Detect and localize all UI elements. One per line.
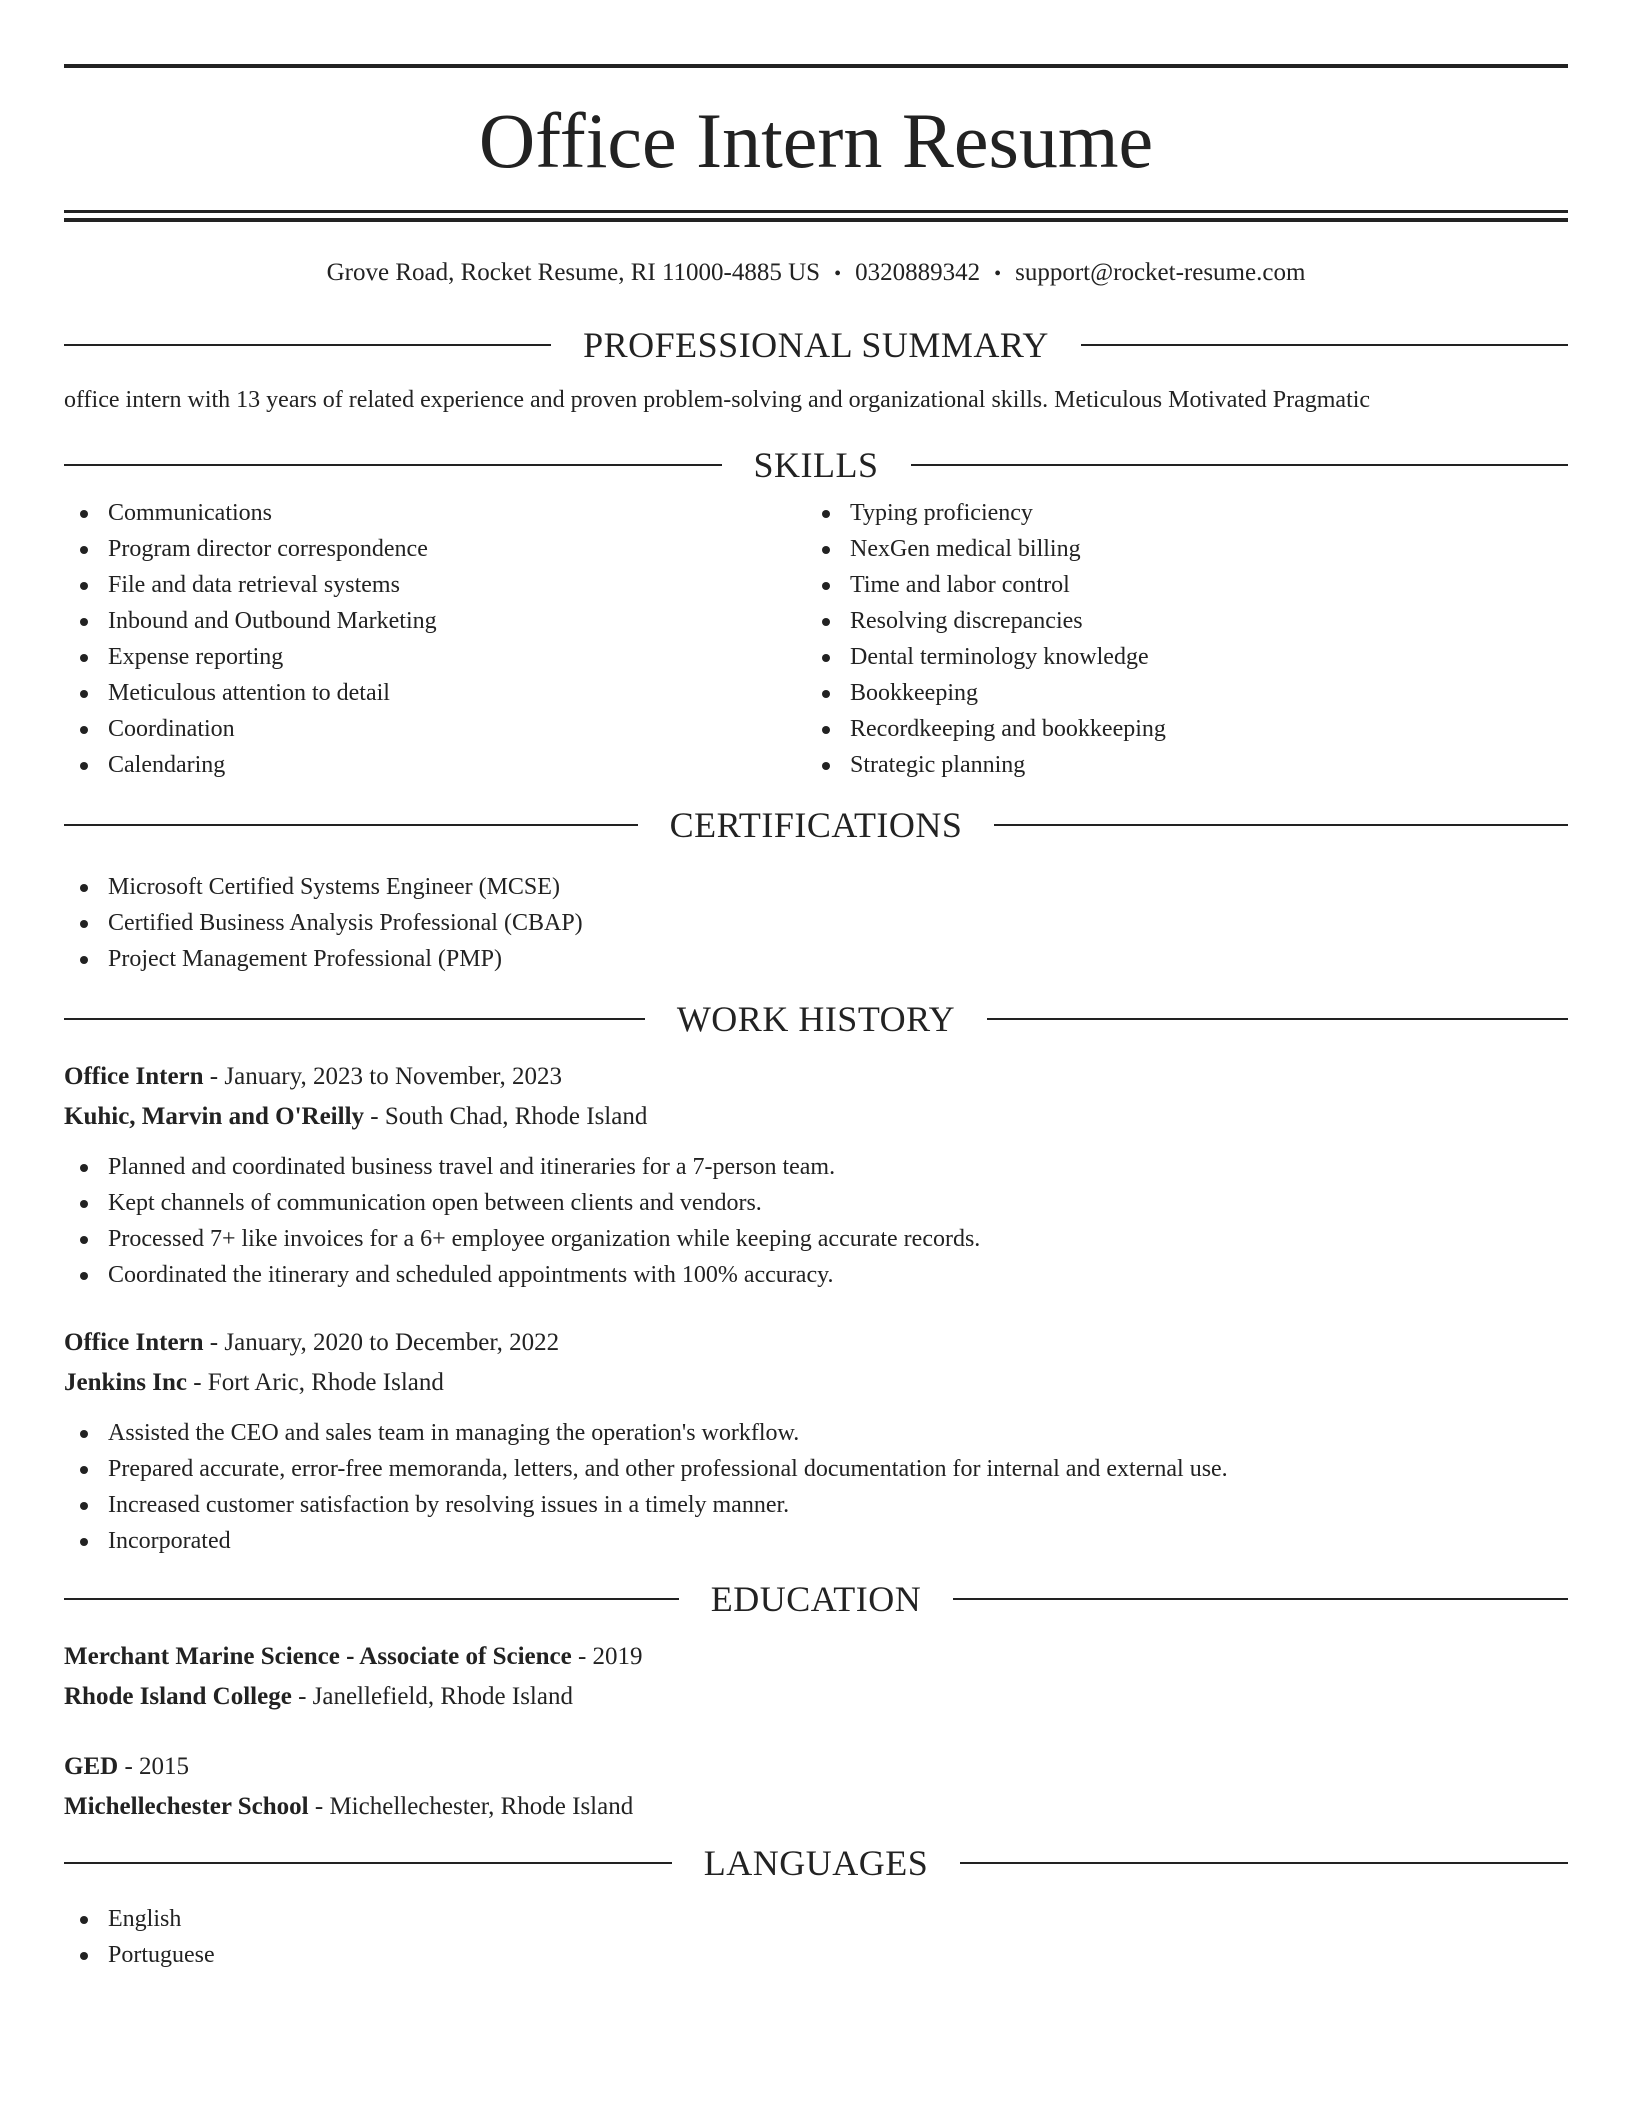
section-rule: [953, 1598, 1568, 1600]
section-rule: [64, 824, 638, 826]
skills-list-left: [64, 495, 806, 783]
contact-phone: 0320889342: [855, 259, 981, 286]
job-title: Office Intern: [64, 1329, 204, 1356]
section-rule: [64, 464, 722, 466]
section-header-certifications: [64, 803, 1568, 847]
certification-item: Project Management Professional (PMP): [64, 941, 1568, 977]
skill-item: Inbound and Outbound Marketing: [64, 603, 806, 639]
section-title-certifications: CERTIFICATIONS: [669, 805, 963, 845]
job-bullet: Coordinated the itinerary and scheduled appointments with 100% accuracy.: [64, 1257, 1568, 1293]
contact-separator: •: [994, 263, 1002, 285]
top-rule: [64, 64, 1568, 68]
job-entry: [64, 1323, 1568, 1559]
section-header-work: [64, 997, 1568, 1041]
skill-item: Coordination: [64, 711, 806, 747]
education-degree: Merchant Marine Science - Associate of Science: [64, 1643, 572, 1670]
languages-list: [64, 1901, 1568, 1973]
job-company-line: [64, 1363, 1568, 1403]
section-rule: [960, 1862, 1568, 1864]
education-location: - Michellechester, Rhode Island: [308, 1793, 634, 1820]
skill-item: Typing proficiency: [806, 495, 1548, 531]
job-company: Jenkins Inc: [64, 1369, 187, 1396]
job-entry: [64, 1057, 1568, 1293]
section-title-work: WORK HISTORY: [676, 999, 956, 1039]
skill-item: Meticulous attention to detail: [64, 675, 806, 711]
section-rule: [1081, 344, 1568, 346]
job-title: Office Intern: [64, 1063, 204, 1090]
job-company-line: [64, 1097, 1568, 1137]
skill-item: Bookkeeping: [806, 675, 1548, 711]
job-location: - Fort Aric, Rhode Island: [186, 1369, 444, 1396]
job-bullet: Planned and coordinated business travel and itineraries for a 7-person team.: [64, 1149, 1568, 1185]
section-rule: [64, 344, 551, 346]
certification-item: Microsoft Certified Systems Engineer (MCSE): [64, 869, 1568, 905]
language-item: Portuguese: [64, 1937, 1568, 1973]
job-location: - South Chad, Rhode Island: [364, 1103, 648, 1130]
section-header-languages: [64, 1841, 1568, 1885]
summary-text: office intern with 13 years of related experience and proven problem-solving and organizational skills. Meticulous Motivated Pragmatic: [64, 387, 1371, 413]
education-degree-line: [64, 1637, 1568, 1677]
job-bullet: Prepared accurate, error-free memoranda, letters, and other professional documentation for internal and external use.: [64, 1451, 1568, 1487]
job-bullet: Assisted the CEO and sales team in managing the operation's workflow.: [64, 1415, 1568, 1451]
section-rule: [64, 1862, 672, 1864]
contact-separator: •: [834, 263, 842, 285]
job-bullet: Processed 7+ like invoices for a 6+ employee organization while keeping accurate records.: [64, 1221, 1568, 1257]
section-header-summary: [64, 323, 1568, 367]
job-title-line: [64, 1323, 1568, 1363]
skills-grid: [64, 495, 1568, 783]
education-school: Rhode Island College: [64, 1683, 292, 1710]
contact-address: Grove Road, Rocket Resume, RI 11000-4885 US: [326, 259, 821, 286]
title-double-rule: [64, 210, 1568, 222]
skills-list-right: [806, 495, 1548, 783]
education-school: Michellechester School: [64, 1793, 309, 1820]
certification-item: Certified Business Analysis Professional (CBAP): [64, 905, 1568, 941]
education-location: - Janellefield, Rhode Island: [291, 1683, 573, 1710]
section-title-languages: LANGUAGES: [703, 1843, 929, 1883]
skill-item: File and data retrieval systems: [64, 567, 806, 603]
section-rule: [64, 1018, 645, 1020]
job-title-line: [64, 1057, 1568, 1097]
education-entry: [64, 1747, 1568, 1827]
job-bullet: Kept channels of communication open between clients and vendors.: [64, 1185, 1568, 1221]
page-title: Office Intern Resume: [478, 97, 1154, 184]
education-school-line: [64, 1787, 1568, 1827]
skill-item: Time and labor control: [806, 567, 1548, 603]
section-title-education: EDUCATION: [710, 1579, 922, 1619]
section-rule: [994, 824, 1568, 826]
skill-item: Communications: [64, 495, 806, 531]
education-entry: [64, 1637, 1568, 1717]
section-rule: [911, 464, 1569, 466]
contact-email: support@rocket-resume.com: [1015, 259, 1306, 286]
education-year: - 2019: [571, 1643, 643, 1670]
section-rule: [64, 1598, 679, 1600]
skill-item: Strategic planning: [806, 747, 1548, 783]
certifications-list: [64, 869, 1568, 977]
job-dates: - January, 2020 to December, 2022: [203, 1329, 560, 1356]
section-header-education: [64, 1577, 1568, 1621]
skill-item: Program director correspondence: [64, 531, 806, 567]
language-item: English: [64, 1901, 1568, 1937]
skill-item: Resolving discrepancies: [806, 603, 1548, 639]
education-school-line: [64, 1677, 1568, 1717]
job-bullet: Incorporated: [64, 1523, 1568, 1559]
skill-item: NexGen medical billing: [806, 531, 1548, 567]
section-title-skills: SKILLS: [753, 445, 879, 485]
resume-page: [64, 64, 1568, 1973]
job-company: Kuhic, Marvin and O'Reilly: [64, 1103, 365, 1130]
section-rule: [987, 1018, 1568, 1020]
education-degree-line: [64, 1747, 1568, 1787]
job-bullets: [64, 1149, 1568, 1293]
section-title-summary: PROFESSIONAL SUMMARY: [583, 325, 1049, 365]
section-header-skills: [64, 443, 1568, 487]
skill-item: Expense reporting: [64, 639, 806, 675]
education-year: - 2015: [118, 1753, 190, 1780]
job-dates: - January, 2023 to November, 2023: [203, 1063, 562, 1090]
contact-line: [64, 258, 1568, 289]
skill-item: Dental terminology knowledge: [806, 639, 1548, 675]
job-bullets: [64, 1415, 1568, 1559]
skill-item: Calendaring: [64, 747, 806, 783]
job-bullet: Increased customer satisfaction by resolving issues in a timely manner.: [64, 1487, 1568, 1523]
skill-item: Recordkeeping and bookkeeping: [806, 711, 1548, 747]
education-degree: GED: [64, 1753, 119, 1780]
